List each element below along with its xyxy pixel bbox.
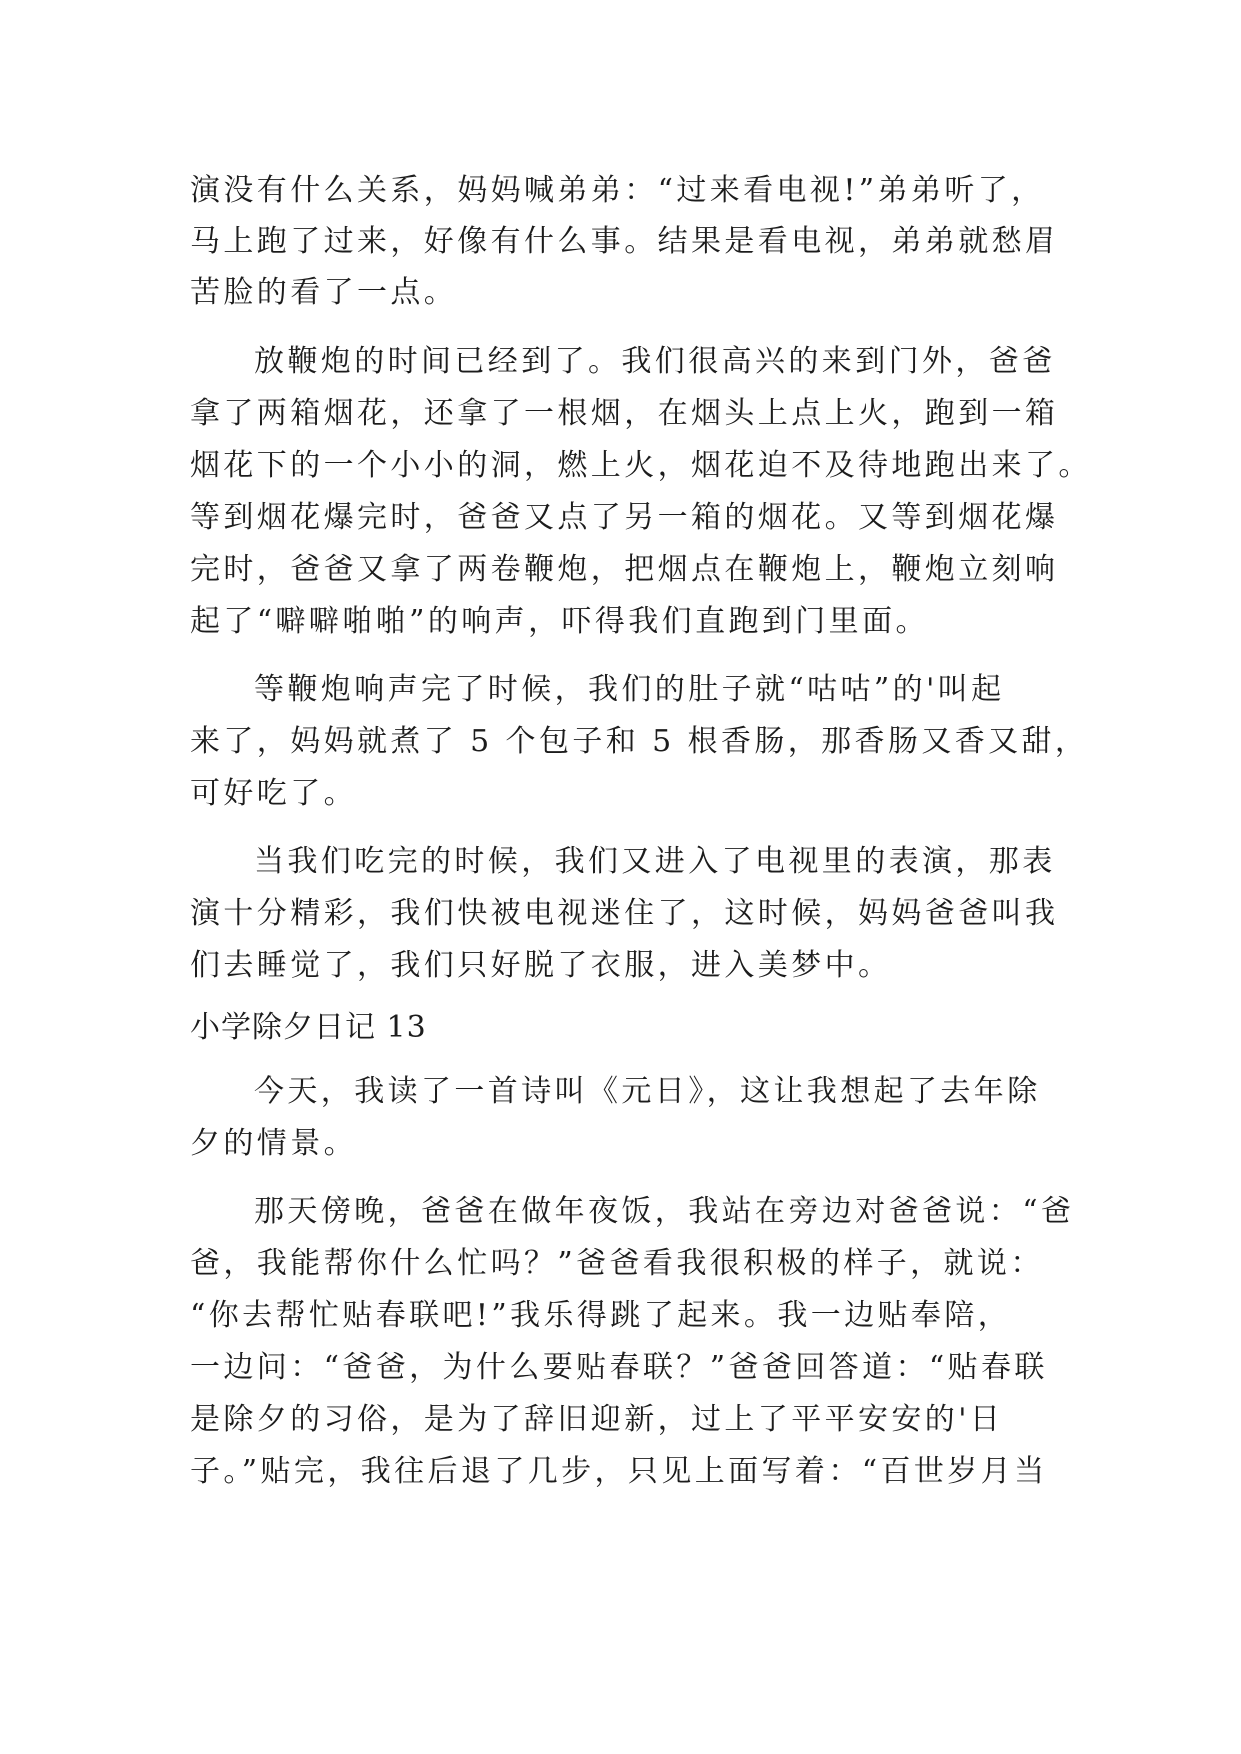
text-line: 起了“噼噼啪啪”的响声，吓得我们直跑到门里面。 <box>190 604 929 639</box>
paragraph-first-line: 等鞭炮响声完了时候，我们的肚子就“咕咕”的'叫起 <box>254 672 1005 707</box>
text-line: 夕的情景。 <box>190 1126 357 1161</box>
paragraph-first-line: 今天，我读了一首诗叫《元日》，这让我想起了去年除 <box>254 1074 1041 1109</box>
text-line: 苦脸的看了一点。 <box>190 275 458 310</box>
text-line: 一边问：“爸爸，为什么要贴春联？”爸爸回答道：“贴春联 <box>190 1350 1048 1385</box>
text-line: 爸，我能帮你什么忙吗？”爸爸看我很积极的样子，就说： <box>190 1246 1044 1281</box>
text-line: 可好吃了。 <box>190 776 357 811</box>
text-line: 演十分精彩，我们快被电视迷住了，这时候，妈妈爸爸叫我 <box>190 896 1059 931</box>
paragraph-first-line: 放鞭炮的时间已经到了。我们很高兴的来到门外，爸爸 <box>254 344 1056 379</box>
paragraph-first-line: 当我们吃完的时候，我们又进入了电视里的表演，那表 <box>254 844 1056 879</box>
text-line: 拿了两箱烟花，还拿了一根烟，在烟头上点上火，跑到一箱 <box>190 396 1059 431</box>
text-line: 来了，妈妈就煮了 5 个包子和 5 根香肠，那香肠又香又甜， <box>190 724 1089 759</box>
text-line: 子。”贴完，我往后退了几步，只见上面写着：“百世岁月当 <box>190 1454 1048 1489</box>
text-line: 等到烟花爆完时，爸爸又点了另一箱的烟花。又等到烟花爆 <box>190 500 1059 535</box>
text-line: 完时，爸爸又拿了两卷鞭炮，把烟点在鞭炮上，鞭炮立刻响 <box>190 552 1059 587</box>
text-line: 是除夕的习俗，是为了辞旧迎新，过上了平平安安的'日 <box>190 1402 1004 1437</box>
text-line: 演没有什么关系，妈妈喊弟弟：“过来看电视!”弟弟听了， <box>190 173 1045 208</box>
paragraph-first-line: 那天傍晚，爸爸在做年夜饭，我站在旁边对爸爸说：“爸 <box>254 1194 1075 1229</box>
text-line: 们去睡觉了，我们只好脱了衣服，进入美梦中。 <box>190 948 892 983</box>
text-line: 马上跑了过来，好像有什么事。结果是看电视，弟弟就愁眉 <box>190 224 1059 259</box>
text-line: 烟花下的一个小小的洞，燃上火，烟花迫不及待地跑出来了。 <box>190 448 1092 483</box>
section-heading: 小学除夕日记 13 <box>190 1010 427 1045</box>
text-line: “你去帮忙贴春联吧!”我乐得跳了起来。我一边贴奉陪， <box>190 1298 1012 1333</box>
